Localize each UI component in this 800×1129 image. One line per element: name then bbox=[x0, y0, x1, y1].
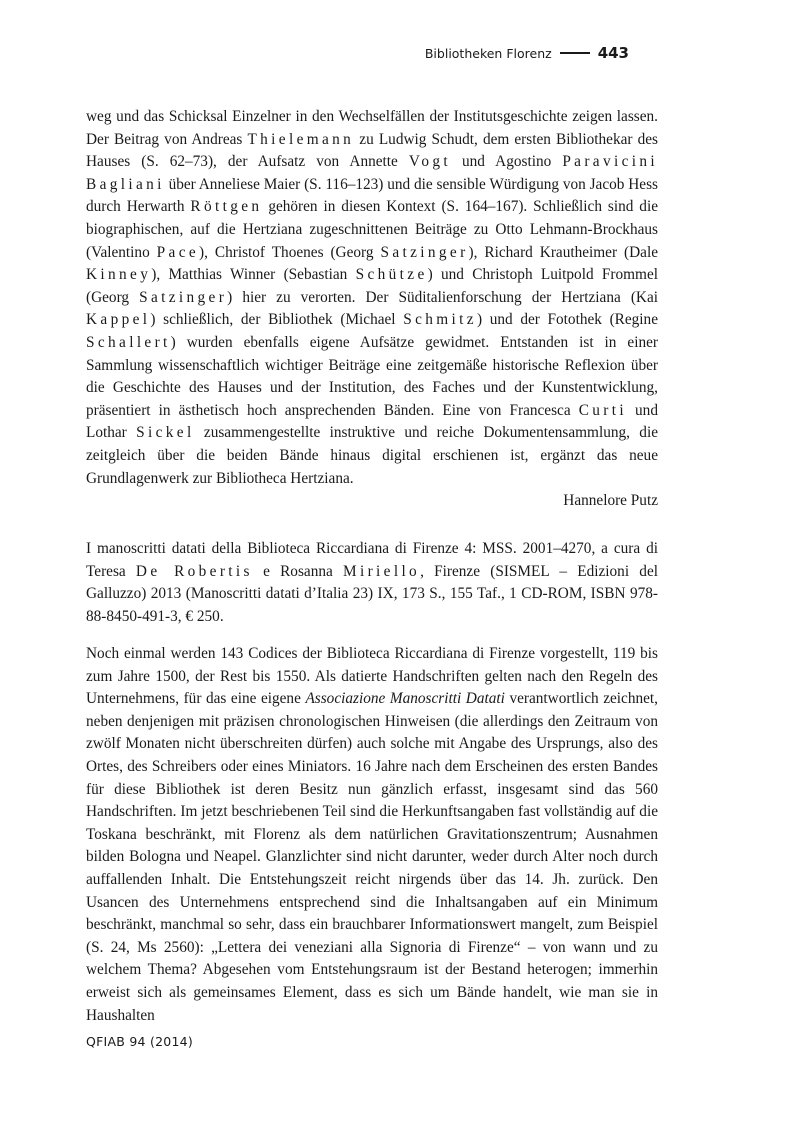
author-name: Curti bbox=[578, 401, 627, 419]
author-name: Kinney bbox=[86, 266, 152, 284]
italic-title: Associazione Manoscritti Datati bbox=[305, 690, 505, 708]
author-name: Paravicini Bagliani bbox=[86, 153, 658, 193]
author-name: Kappel bbox=[86, 311, 151, 329]
running-title: Bibliotheken Florenz bbox=[424, 45, 552, 61]
author-name: Röttgen bbox=[190, 198, 263, 216]
author-name: Pace bbox=[156, 243, 200, 261]
citation-paragraph: I manoscritti datati della Biblioteca Riccardiana di Firenze 4: MSS. 2001–4270, a cura di Teresa De Robertis e Rosanna Miriello, Firenze (SISMEL – Edizioni del Galluzzo) 2013 (Manoscritti datati d’Italia 23) IX, 173 S., 155 Taf., 1 CD-ROM, ISBN 978-88-8450-491-3, € 250. bbox=[86, 540, 658, 625]
editor-name: De Robertis bbox=[135, 562, 253, 580]
reviewer-signature: Hannelore Putz bbox=[563, 492, 658, 510]
author-name: Schmitz bbox=[403, 311, 477, 329]
review-body bbox=[86, 643, 658, 1027]
author-name: Satzinger bbox=[139, 288, 228, 306]
author-name: Vogt bbox=[408, 153, 451, 171]
review-continuation bbox=[86, 106, 658, 513]
author-name: Schallert bbox=[86, 333, 171, 351]
review-paragraph: weg und das Schicksal Einzelner in den Wechselfällen der Institutsgeschichte zeigen lassen. Der Beitrag von Andreas Thielemann zu Ludwig Schudt, dem ersten Bibliothekar des Hauses (S. 62–73), der Aufsatz von Annette Vogt und Agostino Paravicini Bagliani über Anneliese Maier (S. 116–123) und die sensible Würdigung von Jacob Hess durch Herwarth Röttgen gehören in diesen Kontext (S. 164–167). Schließlich sind die biographischen, auf die Hertziana zugeschnittenen Beiträge zu Otto Lehmann-Brockhaus (Valentino Pace), Christof Thoenes (Georg Satzinger), Richard Krautheimer (Dale Kinney), Matthias Winner (Sebastian Schütze) und Christoph Luitpold Frommel (Georg Satzinger) hier zu verorten. Der Süditalienforschung der Hertziana (Kai Kappel) schließlich, der Bibliothek (Michael Schmitz) und der Fotothek (Regine Schallert) wurden ebenfalls eigene Aufsätze gewidmet. Entstanden ist in einer Sammlung wissenschaftlich wichtiger Beiträge eine zeitgemäße historische Reflexion über die Geschichte des Hauses und der Institution, des Faches und der Kunstentwicklung, präsentiert in ästhetisch hoch ansprechenden Bänden. Eine von Francesca Curti und Lothar Sickel zusammengestellte instruktive und reiche Dokumentensammlung, die zeitgleich über die beiden Bände hinaus digital erschienen ist, ergänzt das neue Grundlagenwerk zur Bibliotheca Hertziana. Hannelore Putz bbox=[86, 106, 658, 513]
editor-name: Miriello bbox=[343, 562, 421, 580]
journal-footer: QFIAB 94 (2014) bbox=[86, 1034, 194, 1049]
author-name: Sickel bbox=[136, 424, 195, 442]
running-header bbox=[425, 44, 629, 62]
author-name: Schütze bbox=[355, 266, 428, 284]
book-citation bbox=[86, 538, 658, 628]
review-paragraph: Noch einmal werden 143 Codices der Biblioteca Riccardiana di Firenze vorgestellt, 119 bis zum Jahre 1500, der Rest bis 1550. Als datierte Handschriften gelten nach den Regeln des Unternehmens, für das eine eigene Associazione Manoscritti Datati verantwortlich zeichnet, neben denjenigen mit präzisen chronologischen Hinweisen (die allerdings den Zeitraum von zwölf Monaten nicht überschreiten dürfen) auch solche mit Angabe des Ursprungs, also des Ortes, des Schreibers oder eines Miniators. 16 Jahre nach dem Erscheinen des ersten Bandes für diese Bibliothek ist deren Besitz nun gänzlich erfasst, insgesamt sind das 560 Handschriften. Im jetzt beschriebenen Teil sind die Herkunftsangaben fast vollständig auf die Toskana beschränkt, mit Florenz als dem natürlichen Gravitationszentrum; Ausnahmen bilden Bologna und Neapel. Glanzlichter sind nicht darunter, weder durch Alter noch durch auffallenden Inhalt. Die Entstehungszeit reicht nirgends über das 14. Jh. zurück. Den Usancen des Unternehmens entsprechend sind die Inhaltsangaben auf ein Minimum beschränkt, manchmal so sehr, dass ein brauchbarer Informationswert mangelt, zum Beispiel (S. 24, Ms 2560): „Lettera dei veneziani alla Signoria di Firenze“ – von wann und zu welchem Thema? Abgesehen vom Entstehungsraum ist der Bestand heterogen; immerhin erweist sich als gemeinsames Element, dass es sich um Bände handelt, wie man sie in Haushalten bbox=[86, 645, 658, 1024]
author-name: Thielemann bbox=[247, 130, 355, 148]
author-name: Satzinger bbox=[380, 243, 469, 261]
page-number: 443 bbox=[597, 44, 629, 62]
header-rule bbox=[560, 52, 590, 54]
